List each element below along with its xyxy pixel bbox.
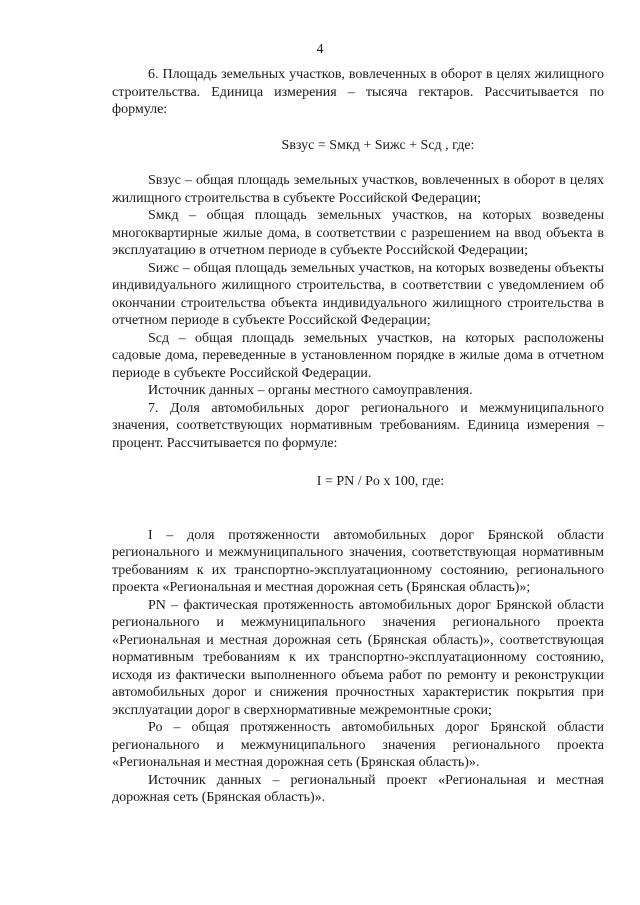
- definition-svzus: Sвзус – общая площадь земельных участков, вовлеченных в оборот в целях жилищного строительства в субъекте Российской Федерации;: [112, 173, 604, 206]
- definition-pn: PN – фактическая протяженность автомобильных дорог Брянской области регионального и межмуниципального значения регионального проекта «Региональная и местная дорожная сеть (Брянская область)», соответствующая нормативным требованиям к их транспортно-эксплуатационному состоянию, исходя из фактически выполненного объема работ по ремонту и реконструкции автомобильных дорог и снижения прочностных характеристик покрытия при эксплуатации дорог в сверхнормативные межремонтные сроки;: [112, 597, 604, 718]
- page-number: 4: [316, 42, 324, 57]
- definition-smkd: Sмкд – общая площадь земельных участков, на которых возведены многоквартирные жилые дома, в соответствии с разрешением на ввод объекта в эксплуатацию в отчетном периоде в субъекте Российской Федерации;: [112, 208, 604, 258]
- document-body: [112, 66, 604, 807]
- definition-ssd: Sсд – общая площадь земельных участков, на которых расположены садовые дома, переведенные в установленном порядке в жилые дома в отчетном периоде в субъекте Российской Федерации.: [112, 330, 604, 381]
- data-source-1: Источник данных – органы местного самоуправления.: [148, 383, 473, 398]
- formula-land-area: Sвзус = Sмкд + Sижс + Sсд , где:: [281, 137, 475, 153]
- paragraph-item-7: 7. Доля автомобильных дорог регионального и межмуниципального значения, соответствующих нормативным требованиям. Единица измерения – процент. Рассчитывается по формуле:: [112, 400, 604, 451]
- paragraph-item-6: 6. Площадь земельных участков, вовлеченных в оборот в целях жилищного строительства. Единица измерения – тысяча гектаров. Рассчитывается по формуле:: [112, 67, 604, 117]
- definition-sizhs: Sижс – общая площадь земельных участков, на которых возведены объекты индивидуального жилищного строительства, в соответствии с уведомлением об окончании строительства объекта индивидуального жилищного строительства в отчетном периоде в субъекте Российской Федерации;: [112, 260, 604, 328]
- formula-road-share: I = PN / Po x 100, где:: [316, 474, 445, 489]
- data-source-2: Источник данных – региональный проект «Региональная и местная дорожная сеть (Брянская область)».: [112, 772, 604, 805]
- definition-i: I – доля протяженности автомобильных дорог Брянской области регионального и межмуниципального значения, соответствующая нормативным требованиям к их транспортно-эксплуатационному состоянию, регионального проекта «Региональная и местная дорожная сеть (Брянская область)»;: [112, 527, 604, 595]
- definition-po: Ро – общая протяженность автомобильных дорог Брянской области регионального и межмуниципального значения регионального проекта «Региональная и местная дорожная сеть (Брянская область)».: [112, 720, 604, 770]
